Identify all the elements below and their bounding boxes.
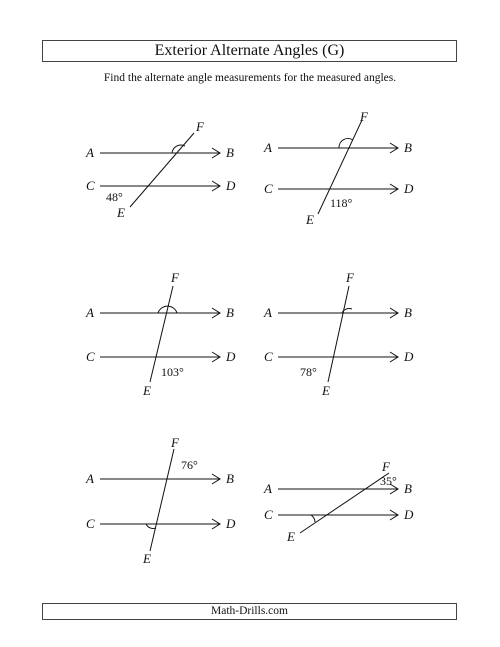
point-f-label: F <box>196 119 204 134</box>
point-e-label: E <box>322 383 330 398</box>
point-d-label: D <box>404 507 414 522</box>
angle-arc <box>311 515 315 522</box>
point-d-label: D <box>226 178 236 193</box>
point-c-label: C <box>86 349 95 364</box>
point-d-label: D <box>404 181 414 196</box>
problem-6-diagram <box>258 455 428 555</box>
point-e-label: E <box>143 383 151 398</box>
angle-arc <box>146 524 156 529</box>
point-e-label: E <box>143 551 151 566</box>
problem-2-diagram <box>258 110 428 230</box>
point-a-label: A <box>264 140 272 155</box>
point-b-label: B <box>404 140 412 155</box>
point-c-label: C <box>86 516 95 531</box>
point-c-label: C <box>264 349 273 364</box>
point-f-label: F <box>360 110 368 124</box>
angle-measure: 35° <box>380 474 397 488</box>
point-b-label: B <box>404 481 412 496</box>
point-d-label: D <box>226 516 236 531</box>
point-b-label: B <box>226 305 234 320</box>
point-b-label: B <box>404 305 412 320</box>
point-d-label: D <box>226 349 236 364</box>
angle-measure: 76° <box>181 458 198 472</box>
point-a-label: A <box>86 471 94 486</box>
point-a-label: A <box>86 145 94 160</box>
point-c-label: C <box>86 178 95 193</box>
problem-5-diagram <box>80 435 250 570</box>
worksheet-title: Exterior Alternate Angles (G) <box>42 40 457 62</box>
angle-measure: 78° <box>300 365 317 379</box>
transversal-ef <box>328 286 349 382</box>
angle-measure: 103° <box>161 365 184 379</box>
point-a-label: A <box>86 305 94 320</box>
angle-measure: 118° <box>330 196 353 210</box>
point-e-label: E <box>287 529 295 544</box>
problem-1-diagram <box>80 115 250 225</box>
point-c-label: C <box>264 181 273 196</box>
problem-4-diagram <box>258 270 428 400</box>
point-f-label: F <box>382 459 390 474</box>
point-a-label: A <box>264 305 272 320</box>
point-d-label: D <box>404 349 414 364</box>
point-b-label: B <box>226 471 234 486</box>
point-b-label: B <box>226 145 234 160</box>
angle-measure: 48° <box>106 190 123 204</box>
transversal-ef <box>300 473 389 533</box>
point-c-label: C <box>264 507 273 522</box>
point-e-label: E <box>306 212 314 227</box>
point-f-label: F <box>346 270 354 285</box>
instructions-text: Find the alternate angle measurements for the measured angles. <box>103 72 397 84</box>
transversal-ef <box>130 133 194 207</box>
footer-source: Math-Drills.com <box>42 603 457 620</box>
point-e-label: E <box>117 205 125 220</box>
transversal-ef <box>150 449 174 551</box>
point-f-label: F <box>171 270 179 285</box>
point-f-label: F <box>171 435 179 450</box>
problem-3-diagram <box>80 270 250 400</box>
point-a-label: A <box>264 481 272 496</box>
